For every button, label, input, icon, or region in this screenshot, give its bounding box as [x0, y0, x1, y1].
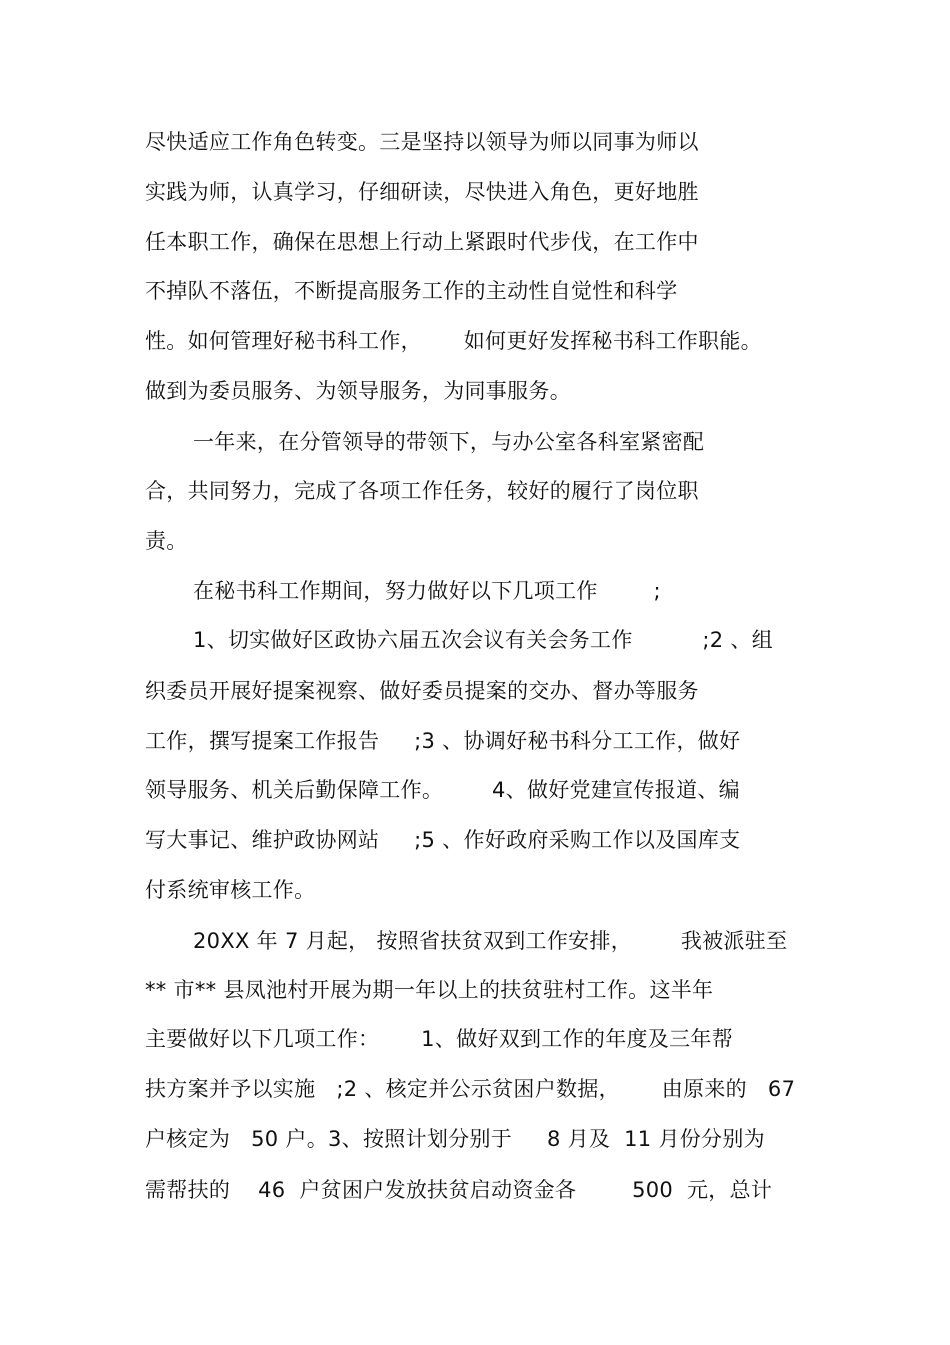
text-line: 主要做好以下几项工作： 1、做好双到工作的年度及三年帮: [145, 1027, 734, 1051]
text-line: 不掉队不落伍，不断提高服务工作的主动性自觉性和科学: [145, 279, 678, 303]
text-line: 领导服务、机关后勤保障工作。 4、做好党建宣传报道、编: [145, 778, 740, 802]
text-line: ** 市** 县凤池村开展为期一年以上的扶贫驻村工作。这半年: [145, 978, 714, 1002]
text-line: 工作，撰写提案工作报告 ;3 、协调好秘书科分工工作，做好: [145, 729, 741, 753]
text-line: 扶方案并予以实施 ;2 、核定并公示贫困户数据， 由原来的 67: [145, 1077, 796, 1101]
text-line: 性。如何管理好秘书科工作， 如何更好发挥秘书科工作职能。: [145, 329, 762, 353]
text-line: 责。: [145, 529, 188, 553]
text-line: 户核定为 50 户。3、按照计划分别于 8 月及 11 月份分别为: [145, 1127, 765, 1151]
text-line: 实践为师，认真学习，仔细研读，尽快进入角色，更好地胜: [145, 180, 699, 204]
paragraph-start-line: 在秘书科工作期间，努力做好以下几项工作 ;: [193, 579, 661, 603]
text-line: 合，共同努力，完成了各项工作任务，较好的履行了岗位职: [145, 479, 699, 503]
text-line: 任本职工作，确保在思想上行动上紧跟时代步伐，在工作中: [145, 230, 699, 254]
text-line: 付系统审核工作。: [145, 878, 316, 902]
text-line: 写大事记、维护政协网站 ;5 、作好政府采购工作以及国库支: [145, 828, 741, 852]
paragraph-start-line: 一年来，在分管领导的带领下，与办公室各科室紧密配: [193, 430, 705, 454]
text-line: 织委员开展好提案视察、做好委员提案的交办、督办等服务: [145, 679, 699, 703]
text-line: 做到为委员服务、为领导服务，为同事服务。: [145, 379, 571, 403]
text-line: 需帮扶的 46 户贫困户发放扶贫启动资金各 500 元，总计: [145, 1178, 773, 1202]
paragraph-start-line: 20XX 年 7 月起， 按照省扶贫双到工作安排， 我被派驻至: [193, 929, 788, 953]
text-line: 尽快适应工作角色转变。三是坚持以领导为师以同事为师以: [145, 130, 699, 154]
paragraph-start-line: 1、切实做好区政协六届五次会议有关会务工作 ;2 、组: [193, 628, 774, 652]
